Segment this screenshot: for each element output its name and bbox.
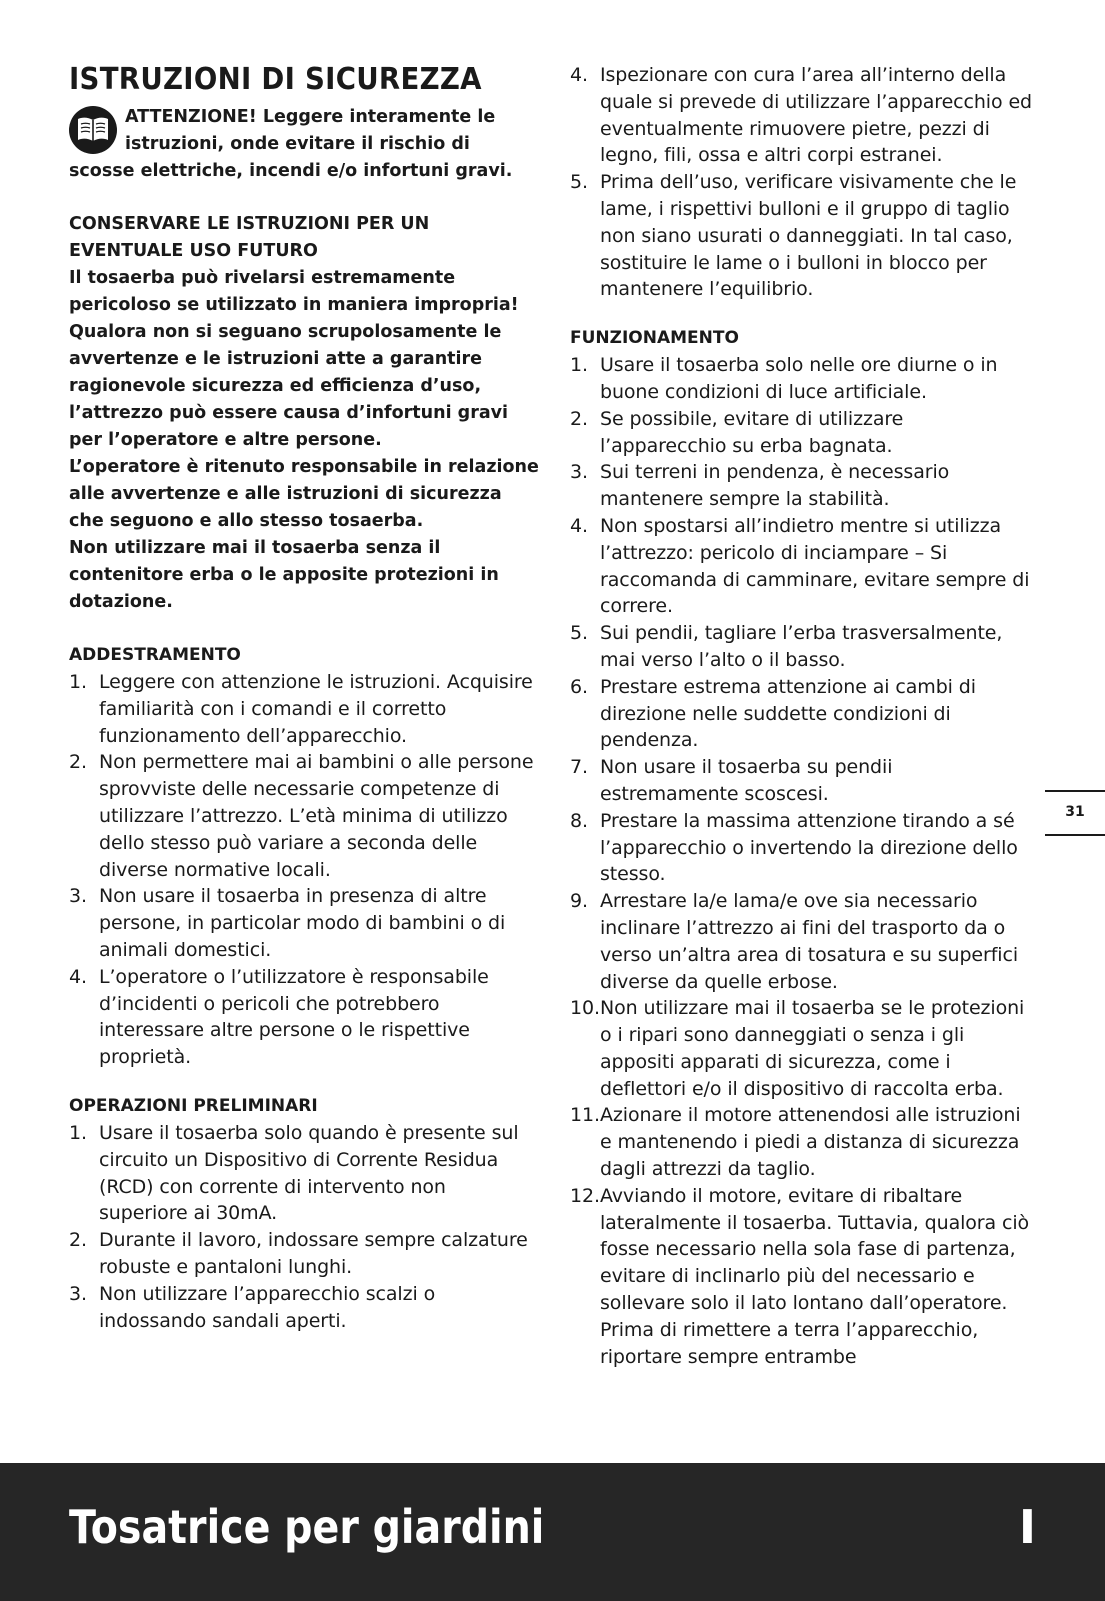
list-item: 2. Se possibile, evitare di utilizzare l’apparecchio su erba bagnata. — [570, 407, 904, 457]
section-heading-operation: FUNZIONAMENTO — [570, 328, 739, 349]
keep-instructions: CONSERVARE LE ISTRUZIONI PER UN EVENTUALE USO FUTURO — [69, 214, 430, 261]
preliminary-list-left — [69, 1120, 539, 1334]
page-tab-rule-bottom — [1045, 834, 1105, 836]
list-item: 4. Non spostarsi all’indietro mentre si utilizza l’attrezzo: pericolo di inciampare – Si raccomanda di camminare, evitare sempre di correre. — [570, 514, 1030, 618]
page-number: 31 — [1065, 804, 1085, 820]
list-item: 3. Non usare il tosaerba in presenza di altre persone, in particolar modo di bambini o di animali domestici. — [69, 885, 506, 961]
preliminary-list-right — [570, 62, 1035, 303]
list-item: 2. Durante il lavoro, indossare sempre calzature robuste e pantaloni lunghi. — [69, 1229, 528, 1278]
operation-list — [570, 352, 1035, 1370]
left-column — [69, 62, 539, 1334]
list-item: 4. Ispezionare con cura l’area all’interno della quale si prevede di utilizzare l’apparecchio ed eventualmente rimuovere pietre, pezzi di legno, fili, ossa e altri corpi estranei. — [570, 64, 1032, 167]
list-item: 11. Azionare il motore attenendosi alle istruzioni e mantenendo i piedi a distanza di sicurezza dagli attrezzi da taglio. — [570, 1104, 1021, 1181]
list-item: 4. L’operatore o l’utilizzatore è responsabile d’incidenti o pericoli che potrebbero interessare altre persone o le rispettive proprietà. — [69, 965, 489, 1069]
list-item: 7. Non usare il tosaerba su pendii estremamente scoscesi. — [570, 756, 893, 805]
section-heading-training: ADDESTRAMENTO — [69, 645, 241, 665]
list-item: 10. Non utilizzare mai il tosaerba se le protezioni o i ripari sono danneggiati o senza i gli appositi apparati di sicurezza, come i deflettori e/o il dispositivo di raccolta erba. — [570, 997, 1025, 1100]
section-heading-preliminary: OPERAZIONI PRELIMINARI — [69, 1095, 318, 1116]
language-letter: I — [1018, 1500, 1036, 1554]
page-tab-rule-top — [1045, 790, 1105, 792]
intro-paragraph-3: Non utilizzare mai il tosaerba senza il contenitore erba o le apposite protezioni in dotazione. — [69, 538, 499, 612]
training-list — [69, 669, 539, 1071]
warning-block — [69, 104, 539, 185]
intro-paragraph-1: Il tosaerba può rivelarsi estremamente pericoloso se utilizzato in maniera impropria! Qualora non si seguano scrupolosamente le avvertenze e le istruzioni atte a garantire ragionevole sicurezza ed efficienza d’uso, l’attrezzo può essere causa d’infortuni gravi per l’operatore e altre persone. — [69, 268, 519, 450]
list-item: 5. Sui pendii, tagliare l’erba trasversalmente, mai verso l’alto o il basso. — [570, 622, 1003, 671]
book-icon — [69, 106, 117, 154]
list-item: 5. Prima dell’uso, verificare visivamente che le lame, i rispettivi bulloni e il gruppo di taglio non siano usurati o danneggiati. In tal caso, sostituire le lame o i bulloni in blocco per mantenere l’equilibrio. — [570, 171, 1017, 301]
list-item: 9. Arrestare la/e lama/e ove sia necessario inclinare l’attrezzo ai fini del trasporto da o verso un’altra area di tosatura e su superfici diverse da quelle erbose. — [570, 890, 1018, 993]
list-item: 6. Prestare estrema attenzione ai cambi di direzione nelle suddette condizioni di pendenza. — [570, 675, 976, 752]
page-title: ISTRUZIONI DI SICUREZZA — [69, 62, 482, 97]
footer-title: Tosatrice per giardini — [69, 1500, 545, 1554]
list-item: 3. Non utilizzare l’apparecchio scalzi o indossando sandali aperti. — [69, 1282, 436, 1332]
warning-text: ATTENZIONE! Leggere interamente le istruzioni, onde evitare il rischio di scosse elettriche, incendi e/o infortuni gravi. — [69, 107, 513, 181]
list-item: 2. Non permettere mai ai bambini o alle persone sprovviste delle necessarie competenze di utilizzare l’attrezzo. L’età minima di utilizzo dello stesso può variare a seconda delle diverse normative locali. — [69, 751, 534, 881]
list-item: 12. Avviando il motore, evitare di ribaltare lateralmente il tosaerba. Tuttavia, qualora ciò fosse necessario nella sola fase di partenza, evitare di inclinarlo più del necessario e sollevare solo il lato lontano dall’operatore. Prima di rimettere a terra l’apparecchio, riportare sempre entrambe — [570, 1184, 1030, 1368]
intro-paragraph-2: L’operatore è ritenuto responsabile in relazione alle avvertenze e alle istruzioni di sicurezza che seguono e allo stesso tosaerba. — [69, 457, 539, 531]
footer-band — [0, 1463, 1105, 1601]
list-item: 3. Sui terreni in pendenza, è necessario mantenere sempre la stabilità. — [570, 461, 950, 511]
right-column — [570, 62, 1035, 1370]
list-item: 8. Prestare la massima attenzione tirando a sé l’apparecchio o invertendo la direzione dello stesso. — [570, 809, 1018, 886]
list-item: 1. Usare il tosaerba solo nelle ore diurne o in buone condizioni di luce artificiale. — [570, 354, 998, 403]
list-item: 1. Usare il tosaerba solo quando è presente sul circuito un Dispositivo di Corrente Residua (RCD) con corrente di intervento non superiore ai 30mA. — [69, 1121, 519, 1225]
list-item: 1. Leggere con attenzione le istruzioni. Acquisire familiarità con i comandi e il corretto funzionamento dell’apparecchio. — [69, 671, 533, 747]
